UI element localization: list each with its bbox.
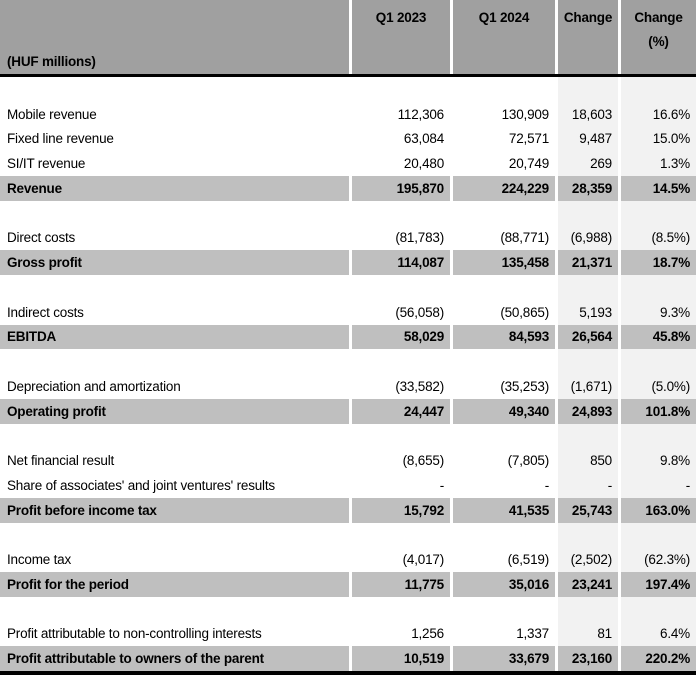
cell-q1-2023: (4,017): [349, 547, 450, 572]
row-label: Revenue: [0, 176, 349, 201]
table-row: [0, 572, 696, 597]
cell-q1-2023: 114,087: [349, 250, 450, 275]
table-row: [0, 622, 696, 647]
cell-change-pct: 9.3%: [618, 300, 696, 325]
cell-q1-2024: 130,909: [450, 102, 555, 127]
cell-q1-2023: 10,519: [349, 646, 450, 671]
cell-change-pct: 163.0%: [618, 498, 696, 523]
cell-change: [555, 275, 618, 300]
row-label: Income tax: [7, 552, 72, 568]
row-label: Indirect costs: [7, 304, 84, 320]
cell-q1-2024: [450, 424, 555, 449]
table-body: [0, 77, 696, 671]
cell-q1-2024: 135,458: [450, 250, 555, 275]
cell-change-pct: 197.4%: [618, 572, 696, 597]
cell-q1-2023: 20,480: [349, 151, 450, 176]
cell-q1-2024: 41,535: [450, 498, 555, 523]
cell-change-pct: 16.6%: [618, 102, 696, 127]
cell-q1-2023: 1,256: [349, 622, 450, 647]
cell-q1-2024: (88,771): [450, 226, 555, 251]
cell-change: 81: [555, 622, 618, 647]
row-label: [0, 424, 349, 449]
cell-change: (2,502): [555, 547, 618, 572]
cell-change-pct: [618, 523, 696, 548]
cell-q1-2023: (8,655): [349, 448, 450, 473]
table-row: [0, 547, 696, 572]
cell-change-pct: 220.2%: [618, 646, 696, 671]
cell-change: 23,241: [555, 572, 618, 597]
cell-change-pct: 1.3%: [618, 151, 696, 176]
row-label: Operating profit: [0, 399, 349, 424]
cell-q1-2024: (35,253): [450, 374, 555, 399]
table-row: [0, 325, 696, 350]
row-label: Profit before income tax: [0, 498, 349, 523]
row-label: [0, 523, 349, 548]
row-label: [0, 275, 349, 300]
cell-q1-2023: (33,582): [349, 374, 450, 399]
cell-q1-2023: 11,775: [349, 572, 450, 597]
row-label: Gross profit: [0, 250, 349, 275]
cell-change: 269: [555, 151, 618, 176]
cell-change: [555, 523, 618, 548]
table-row: [0, 102, 696, 127]
table-row: [0, 151, 696, 176]
cell-q1-2023: [349, 77, 450, 102]
table-row: [0, 473, 696, 498]
cell-change: 25,743: [555, 498, 618, 523]
cell-change: [555, 77, 618, 102]
cell-change-pct: 15.0%: [618, 127, 696, 152]
unit-label: (HUF millions): [0, 0, 349, 74]
cell-q1-2024: [450, 77, 555, 102]
row-label: Fixed line revenue: [7, 131, 114, 147]
cell-change: -: [555, 473, 618, 498]
cell-change-pct: [618, 275, 696, 300]
cell-change: 5,193: [555, 300, 618, 325]
row-label: Net financial result: [7, 453, 115, 469]
row-label: EBITDA: [0, 325, 349, 350]
cell-change-pct: [618, 349, 696, 374]
table-footer: [0, 671, 696, 675]
table-row: [0, 646, 696, 671]
header-row: [0, 0, 696, 74]
cell-q1-2023: 24,447: [349, 399, 450, 424]
table-row: [0, 127, 696, 152]
cell-q1-2023: 58,029: [349, 325, 450, 350]
cell-q1-2024: 20,749: [450, 151, 555, 176]
table-header: [0, 0, 696, 77]
row-label: Profit for the period: [0, 572, 349, 597]
table-row: [0, 399, 696, 424]
cell-q1-2023: [349, 275, 450, 300]
bottom-border-line: [0, 671, 696, 675]
cell-change-pct: [618, 77, 696, 102]
column-header-q1-2024: Q1 2024: [450, 0, 555, 74]
cell-change: 26,564: [555, 325, 618, 350]
cell-change: 23,160: [555, 646, 618, 671]
column-header-change-pct: Change (%): [618, 0, 696, 74]
row-label: Direct costs: [7, 230, 76, 246]
table-row: [0, 349, 696, 374]
cell-q1-2024: 84,593: [450, 325, 555, 350]
cell-change: 24,893: [555, 399, 618, 424]
cell-change-pct: 45.8%: [618, 325, 696, 350]
cell-q1-2024: [450, 349, 555, 374]
cell-change-pct: (5.0%): [618, 374, 696, 399]
table-row: [0, 201, 696, 226]
table-row: [0, 597, 696, 622]
cell-change-pct: [618, 201, 696, 226]
cell-q1-2024: 224,229: [450, 176, 555, 201]
row-label: [0, 77, 349, 102]
cell-q1-2023: -: [349, 473, 450, 498]
cell-change-pct: [618, 424, 696, 449]
row-label: Profit attributable to non-controlling interests: [7, 626, 262, 642]
cell-change-pct: 9.8%: [618, 448, 696, 473]
cell-q1-2024: (6,519): [450, 547, 555, 572]
cell-q1-2024: 35,016: [450, 572, 555, 597]
table-row: [0, 374, 696, 399]
row-label: Share of associates' and joint ventures' results: [7, 477, 275, 493]
table-row: [0, 498, 696, 523]
table-row: [0, 275, 696, 300]
cell-q1-2024: 1,337: [450, 622, 555, 647]
cell-change-pct: -: [618, 473, 696, 498]
cell-change: 9,487: [555, 127, 618, 152]
cell-q1-2023: [349, 349, 450, 374]
cell-q1-2023: 63,084: [349, 127, 450, 152]
table-row: [0, 176, 696, 201]
cell-change-pct: [618, 597, 696, 622]
cell-change-pct: 101.8%: [618, 399, 696, 424]
cell-q1-2024: [450, 201, 555, 226]
row-label: Mobile revenue: [7, 106, 97, 122]
table-row: [0, 448, 696, 473]
cell-change: (6,988): [555, 226, 618, 251]
cell-change: 28,359: [555, 176, 618, 201]
row-label: Profit attributable to owners of the parent: [0, 646, 349, 671]
cell-change-pct: 14.5%: [618, 176, 696, 201]
table-row: [0, 250, 696, 275]
row-label: Depreciation and amortization: [7, 378, 181, 394]
cell-q1-2024: 49,340: [450, 399, 555, 424]
row-label: [0, 597, 349, 622]
cell-q1-2023: [349, 201, 450, 226]
cell-q1-2023: (81,783): [349, 226, 450, 251]
cell-q1-2023: [349, 523, 450, 548]
cell-q1-2023: [349, 597, 450, 622]
table-row: [0, 523, 696, 548]
cell-change: 21,371: [555, 250, 618, 275]
cell-q1-2023: [349, 424, 450, 449]
cell-q1-2023: (56,058): [349, 300, 450, 325]
cell-change: (1,671): [555, 374, 618, 399]
cell-q1-2024: [450, 523, 555, 548]
cell-change: [555, 424, 618, 449]
cell-change-pct: (8.5%): [618, 226, 696, 251]
column-header-change: Change: [555, 0, 618, 74]
bottom-border-bar: [0, 671, 696, 675]
column-header-q1-2023: Q1 2023: [349, 0, 450, 74]
row-label: SI/IT revenue: [7, 156, 86, 172]
cell-q1-2024: [450, 275, 555, 300]
cell-change: 18,603: [555, 102, 618, 127]
cell-q1-2023: 15,792: [349, 498, 450, 523]
cell-change: 850: [555, 448, 618, 473]
cell-change-pct: 18.7%: [618, 250, 696, 275]
row-label: [0, 349, 349, 374]
table-row: [0, 77, 696, 102]
cell-change: [555, 597, 618, 622]
cell-change-pct: (62.3%): [618, 547, 696, 572]
row-label: [0, 201, 349, 226]
table-row: [0, 226, 696, 251]
cell-q1-2024: -: [450, 473, 555, 498]
cell-q1-2023: 112,306: [349, 102, 450, 127]
table-row: [0, 300, 696, 325]
table-row: [0, 424, 696, 449]
cell-q1-2024: (7,805): [450, 448, 555, 473]
cell-change: [555, 349, 618, 374]
cell-change: [555, 201, 618, 226]
cell-change-pct: 6.4%: [618, 622, 696, 647]
cell-q1-2024: (50,865): [450, 300, 555, 325]
cell-q1-2024: 33,679: [450, 646, 555, 671]
cell-q1-2024: [450, 597, 555, 622]
cell-q1-2024: 72,571: [450, 127, 555, 152]
cell-q1-2023: 195,870: [349, 176, 450, 201]
